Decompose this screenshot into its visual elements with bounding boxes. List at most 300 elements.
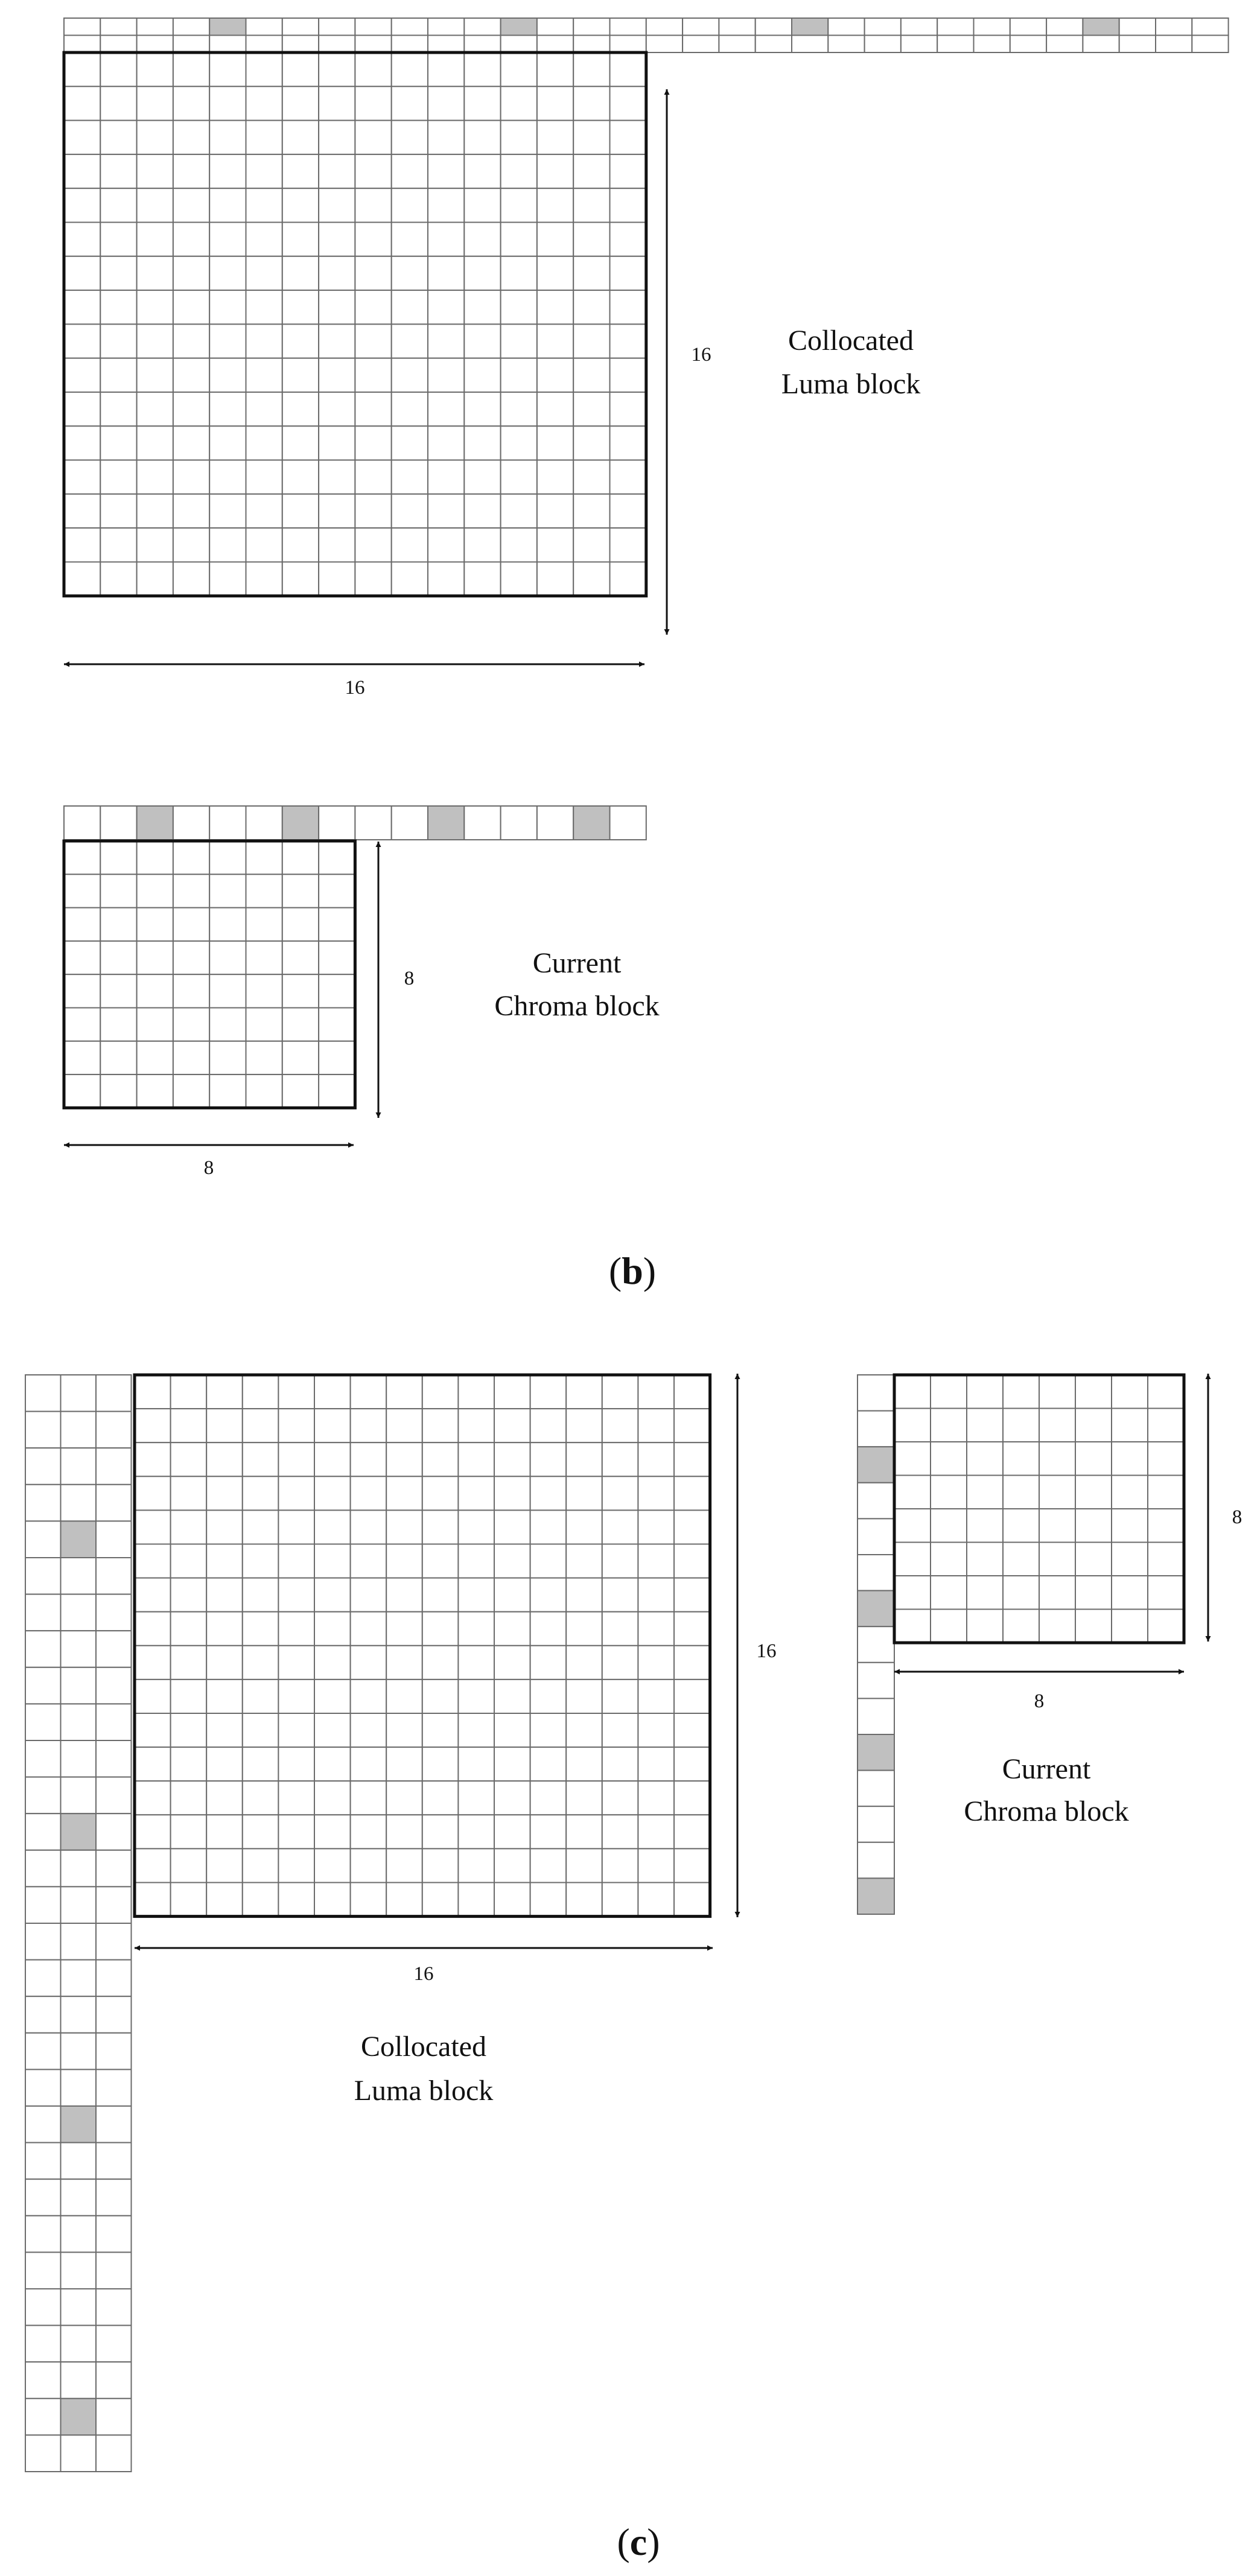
panel-b-chroma-cell — [137, 1041, 173, 1074]
panel-b-luma-cell — [64, 426, 100, 460]
panel-b-luma-cell — [282, 256, 319, 290]
panel-b-luma-cell — [246, 426, 282, 460]
panel-b-luma-cell — [392, 324, 428, 358]
panel-b-luma-cell — [573, 154, 609, 188]
panel-b-chroma-cell — [209, 1074, 246, 1108]
panel-c-luma-left-ref-cell — [96, 1485, 132, 1521]
panel-c-luma-left-ref-cell — [96, 1996, 132, 2033]
panel-b-chroma-top-ref-cell — [246, 806, 282, 840]
panel-b-luma-cell — [100, 562, 136, 596]
panel-b-chroma-cell — [282, 974, 319, 1007]
panel-c-luma-left-ref-cell — [96, 1521, 132, 1558]
panel-b-luma-top-ref-cell — [537, 18, 573, 36]
panel-b-luma-cell — [246, 358, 282, 392]
panel-b-luma-cell — [282, 562, 319, 596]
panel-b-luma-cell — [428, 223, 464, 256]
panel-b-chroma-cell — [209, 841, 246, 874]
panel-c-luma-cell — [351, 1578, 387, 1612]
panel-c-luma-cell — [458, 1612, 494, 1646]
panel-c-luma-cell — [602, 1476, 638, 1510]
panel-c-luma-cell — [386, 1510, 422, 1544]
panel-b-luma-top-ref-cell — [246, 36, 282, 53]
panel-c-left-reference-columns — [25, 1375, 132, 2472]
panel-b-luma-cell — [573, 324, 609, 358]
panel-b-luma-top-ref-cell — [865, 18, 901, 36]
panel-c-luma-cell — [422, 1781, 459, 1815]
panel-b-luma-width-label: 16 — [345, 677, 365, 699]
panel-c-chroma-cell — [1148, 1409, 1184, 1442]
panel-c-luma-cell — [351, 1781, 387, 1815]
panel-c-luma-left-ref-cell — [96, 2289, 132, 2326]
panel-c-chroma-cell — [1112, 1610, 1148, 1643]
panel-b-luma-cell — [537, 324, 573, 358]
panel-b-luma-top-ref-cell — [756, 18, 792, 36]
panel-c-luma-cell — [602, 1612, 638, 1646]
panel-c-luma-left-ref-cell — [61, 1886, 97, 1923]
panel-c-luma-cell — [494, 1544, 530, 1578]
panel-c-luma-cell — [278, 1680, 314, 1713]
panel-c-luma-cell — [422, 1375, 459, 1409]
panel-b-luma-cell — [428, 392, 464, 426]
panel-b-luma-cell — [246, 188, 282, 222]
panel-b-chroma-cell — [100, 841, 136, 874]
panel-b-luma-cell — [501, 52, 537, 86]
panel-b-luma-cell — [392, 392, 428, 426]
panel-b-luma-cell — [246, 256, 282, 290]
panel-c-chroma-block-grid — [894, 1375, 1184, 1643]
panel-b-luma-cell — [392, 290, 428, 324]
panel-c-luma-cell — [494, 1510, 530, 1544]
panel-c-luma-left-ref-cell — [61, 2289, 97, 2326]
panel-b-luma-cell — [100, 52, 136, 86]
panel-b-luma-cell — [100, 121, 136, 154]
panel-c-luma-left-ref-cell — [61, 1996, 97, 2033]
panel-b-luma-cell — [246, 223, 282, 256]
panel-b-luma-cell — [428, 562, 464, 596]
panel-b-luma-cell — [173, 324, 209, 358]
panel-b-luma-cell — [428, 494, 464, 528]
panel-c-luma-cell — [602, 1747, 638, 1781]
panel-c-chroma-left-ref-cell — [858, 1698, 894, 1734]
panel-c-luma-cell — [458, 1747, 494, 1781]
panel-c-luma-cell — [135, 1680, 171, 1713]
panel-b-luma-cell — [100, 460, 136, 494]
panel-c-luma-cell — [494, 1713, 530, 1747]
panel-b-luma-cell — [355, 188, 391, 222]
panel-c-luma-cell — [566, 1781, 602, 1815]
panel-b-luma-top-ref-cell — [1046, 18, 1083, 36]
panel-b-chroma-cell — [64, 874, 100, 907]
panel-b-luma-cell — [501, 528, 537, 562]
panel-b-luma-top-ref-cell — [901, 18, 937, 36]
panel-c-luma-left-ref-cell — [25, 2033, 61, 2070]
panel-c-luma-left-ref-cell — [25, 2362, 61, 2399]
panel-b-luma-top-ref-cell — [137, 36, 173, 53]
panel-c-luma-cell — [243, 1375, 279, 1409]
panel-c-luma-cell — [566, 1848, 602, 1882]
panel-b-luma-cell — [100, 86, 136, 120]
panel-b-luma-cell — [501, 154, 537, 188]
panel-b-luma-cell — [173, 290, 209, 324]
panel-c-luma-left-ref-cell — [25, 2399, 61, 2435]
panel-b-chroma-top-ref-cell — [173, 806, 209, 840]
panel-b-luma-cell — [209, 223, 246, 256]
panel-b-luma-cell — [428, 256, 464, 290]
panel-b-luma-cell — [428, 358, 464, 392]
panel-c-luma-cell — [602, 1883, 638, 1917]
panel-c-luma-height-label: 16 — [756, 1640, 777, 1662]
panel-c-chroma-cell — [1039, 1543, 1075, 1576]
panel-c-luma-left-ref-cell — [96, 1813, 132, 1850]
panel-c-chroma-cell — [1148, 1442, 1184, 1476]
panel-c-chroma-left-ref-cell — [858, 1375, 894, 1411]
panel-b-luma-top-ref-cell — [137, 18, 173, 36]
panel-b-luma-cell — [246, 562, 282, 596]
panel-b-luma-top-ref-cell — [1156, 36, 1192, 53]
panel-b-chroma-cell — [282, 1074, 319, 1108]
panel-c-luma-cell — [674, 1815, 710, 1848]
panel-c-luma-cell — [386, 1409, 422, 1442]
panel-b-luma-cell — [209, 154, 246, 188]
panel-b-luma-cell — [610, 562, 646, 596]
panel-b-chroma-cell — [282, 1041, 319, 1074]
panel-b-luma-top-ref-cell — [573, 36, 609, 53]
panel-c-luma-cell — [243, 1848, 279, 1882]
panel-b-luma-cell — [464, 223, 500, 256]
panel-b-chroma-cell — [100, 974, 136, 1007]
panel-b-chroma-cell — [282, 874, 319, 907]
panel-b-luma-cell — [537, 86, 573, 120]
panel-c-luma-cell — [314, 1713, 351, 1747]
panel-b-luma-top-ref-cell — [392, 18, 428, 36]
panel-c-luma-cell — [638, 1883, 674, 1917]
panel-c-luma-cell — [135, 1476, 171, 1510]
panel-c-chroma-cell — [1148, 1476, 1184, 1509]
panel-c-luma-cell — [638, 1815, 674, 1848]
panel-b-luma-cell — [501, 86, 537, 120]
panel-b-luma-cell — [537, 392, 573, 426]
panel-b-luma-top-ref-cell — [573, 18, 609, 36]
panel-b-top-reference-row — [64, 18, 1229, 52]
panel-b-luma-top-ref-cell — [428, 18, 464, 36]
panel-c-luma-cell — [494, 1646, 530, 1680]
panel-c-chroma-cell — [1039, 1576, 1075, 1610]
panel-c-luma-left-ref-cell — [25, 1740, 61, 1777]
panel-c-luma-cell — [351, 1848, 387, 1882]
panel-b-chroma-cell — [64, 1041, 100, 1074]
panel-c-luma-cell — [243, 1612, 279, 1646]
panel-b-chroma-top-ref-highlighted-sample — [137, 806, 173, 840]
panel-c-luma-cell — [171, 1883, 207, 1917]
panel-b-luma-cell — [428, 290, 464, 324]
panel-c-luma-cell — [674, 1680, 710, 1713]
panel-c-luma-cell — [206, 1781, 243, 1815]
panel-c-chroma-cell — [1148, 1610, 1184, 1643]
panel-c-luma-cell — [243, 1409, 279, 1442]
panel-c-chroma-cell — [967, 1442, 1003, 1476]
panel-c-luma-cell — [135, 1375, 171, 1409]
panel-b-chroma-cell — [319, 941, 355, 974]
panel-b-chroma-cell — [100, 908, 136, 941]
panel-c-luma-cell — [278, 1747, 314, 1781]
panel-b-luma-top-ref-cell — [428, 36, 464, 53]
panel-c-luma-cell — [458, 1442, 494, 1476]
panel-c-luma-cell — [171, 1680, 207, 1713]
panel-b-luma-cell — [64, 494, 100, 528]
panel-b-chroma-cell — [319, 841, 355, 874]
panel-b-luma-cell — [573, 121, 609, 154]
panel-c-luma-cell — [206, 1510, 243, 1544]
panel-c-chroma-cell — [967, 1476, 1003, 1509]
panel-c-luma-left-ref-cell — [96, 1631, 132, 1667]
panel-c-luma-left-ref-cell — [96, 1412, 132, 1448]
panel-b-luma-cell — [137, 86, 173, 120]
panel-c-luma-cell — [566, 1680, 602, 1713]
panel-b-chroma-cell — [209, 874, 246, 907]
panel-c-luma-cell — [494, 1883, 530, 1917]
panel-c-luma-left-ref-cell — [96, 2326, 132, 2362]
panel-c-luma-cell — [314, 1815, 351, 1848]
panel-b-luma-cell — [610, 392, 646, 426]
panel-c-chroma-cell — [1112, 1543, 1148, 1576]
panel-c-luma-cell — [494, 1815, 530, 1848]
panel-c-luma-label-line1: Collocated — [361, 2031, 486, 2063]
panel-c-luma-left-ref-cell — [61, 1777, 97, 1814]
panel-c-luma-cell — [206, 1409, 243, 1442]
panel-b-luma-cell — [209, 52, 246, 86]
panel-c-luma-left-ref-cell — [61, 1412, 97, 1448]
panel-b-luma-cell — [319, 52, 355, 86]
panel-b-luma-cell — [428, 121, 464, 154]
panel-c-luma-left-ref-cell — [61, 1960, 97, 1997]
panel-b-luma-cell — [282, 86, 319, 120]
panel-b-chroma-cell — [246, 974, 282, 1007]
panel-c-luma-cell — [171, 1476, 207, 1510]
panel-c-chroma-cell — [1003, 1543, 1039, 1576]
panel-b-luma-top-ref-cell — [173, 18, 209, 36]
panel-b-luma-top-ref-cell — [173, 36, 209, 53]
panel-c-luma-cell — [278, 1848, 314, 1882]
panel-c-luma-cell — [530, 1646, 567, 1680]
panel-c-luma-cell — [530, 1815, 567, 1848]
panel-c-luma-cell — [206, 1848, 243, 1882]
panel-c-luma-cell — [206, 1747, 243, 1781]
panel-c-luma-cell — [171, 1848, 207, 1882]
panel-b-luma-cell — [282, 324, 319, 358]
panel-b-luma-cell — [428, 188, 464, 222]
panel-b-luma-cell — [137, 256, 173, 290]
panel-b-chroma-cell — [137, 874, 173, 907]
panel-b-luma-cell — [64, 188, 100, 222]
panel-c-luma-cell — [206, 1680, 243, 1713]
panel-b-luma-top-ref-cell — [1083, 36, 1119, 53]
panel-c-chroma-left-ref-cell — [858, 1483, 894, 1519]
panel-c-luma-left-ref-cell — [25, 1960, 61, 1997]
panel-c-chroma-cell — [1075, 1509, 1112, 1543]
panel-b-chroma-cell — [173, 941, 209, 974]
panel-c-luma-left-ref-cell — [96, 2252, 132, 2289]
panel-c-luma-cell — [458, 1815, 494, 1848]
panel-c-luma-cell — [386, 1747, 422, 1781]
panel-c-luma-left-ref-cell — [25, 1485, 61, 1521]
panel-c-luma-cell — [674, 1781, 710, 1815]
panel-c-luma-cell — [638, 1612, 674, 1646]
panel-c-luma-left-ref-cell — [61, 2435, 97, 2472]
panel-b-luma-cell — [501, 460, 537, 494]
panel-c-chroma-left-ref-cell — [858, 1663, 894, 1699]
panel-c-luma-left-ref-cell — [96, 1448, 132, 1485]
panel-b-luma-cell — [392, 358, 428, 392]
panel-c-luma-left-ref-cell — [25, 1923, 61, 1960]
panel-b-luma-top-ref-cell — [464, 18, 500, 36]
panel-b-luma-cell — [319, 528, 355, 562]
panel-c-luma-cell — [530, 1848, 567, 1882]
panel-c-luma-left-ref-cell — [61, 2069, 97, 2106]
panel-b-chroma-cell — [282, 841, 319, 874]
panel-c-luma-cell — [422, 1815, 459, 1848]
panel-b-chroma-cell — [100, 1041, 136, 1074]
panel-b-luma-cell — [282, 52, 319, 86]
panel-c-luma-cell — [314, 1476, 351, 1510]
panel-c-luma-cell — [314, 1781, 351, 1815]
panel-c-chroma-cell — [931, 1509, 967, 1543]
panel-b-luma-cell — [573, 52, 609, 86]
panel-c-luma-cell — [135, 1409, 171, 1442]
panel-b-luma-top-ref-cell — [1192, 36, 1228, 53]
panel-b-luma-top-ref-cell — [64, 18, 100, 36]
panel-c-luma-cell — [171, 1646, 207, 1680]
panel-b-luma-cell — [537, 562, 573, 596]
panel-c-luma-cell — [566, 1646, 602, 1680]
panel-b-luma-top-ref-cell — [610, 36, 646, 53]
panel-c-luma-left-ref-cell — [96, 1375, 132, 1412]
panel-c-chroma-cell — [967, 1409, 1003, 1442]
panel-c-luma-cell — [243, 1747, 279, 1781]
panel-b-luma-cell — [501, 223, 537, 256]
panel-c-luma-cell — [530, 1578, 567, 1612]
panel-b-chroma-cell — [246, 941, 282, 974]
panel-c-chroma-cell — [1112, 1509, 1148, 1543]
panel-b-luma-top-ref-cell — [209, 36, 246, 53]
panel-b-luma-cell — [537, 154, 573, 188]
panel-c-luma-cell — [135, 1848, 171, 1882]
panel-b-luma-cell — [610, 426, 646, 460]
panel-b-luma-top-ref-cell — [355, 36, 391, 53]
panel-c-luma-cell — [351, 1713, 387, 1747]
panel-c-luma-cell — [494, 1680, 530, 1713]
panel-c-luma-cell — [171, 1544, 207, 1578]
panel-c-chroma-left-ref-highlighted-sample — [858, 1447, 894, 1483]
panel-b-luma-cell — [501, 494, 537, 528]
panel-c-luma-cell — [243, 1713, 279, 1747]
panel-b-luma-cell — [209, 358, 246, 392]
panel-c-luma-cell — [386, 1815, 422, 1848]
panel-c — [25, 1374, 1242, 2563]
panel-c-luma-cell — [638, 1476, 674, 1510]
panel-c-luma-cell — [458, 1409, 494, 1442]
panel-b-luma-cell — [319, 154, 355, 188]
panel-c-caption: (c) — [617, 2520, 660, 2563]
panel-b-chroma-cell — [246, 1041, 282, 1074]
panel-b-chroma-label-line2: Chroma block — [494, 990, 660, 1022]
panel-b-luma-cell — [392, 223, 428, 256]
panel-b-luma-cell — [464, 121, 500, 154]
panel-c-luma-left-ref-cell — [96, 2069, 132, 2106]
panel-b-luma-cell — [610, 358, 646, 392]
panel-b-luma-cell — [355, 494, 391, 528]
panel-c-chroma-height-label: 8 — [1232, 1506, 1242, 1528]
panel-b-luma-cell — [100, 528, 136, 562]
panel-b-luma-cell — [464, 562, 500, 596]
panel-b-luma-cell — [610, 223, 646, 256]
panel-c-luma-left-ref-cell — [61, 1850, 97, 1887]
panel-c-luma-cell — [530, 1883, 567, 1917]
panel-c-chroma-cell — [1148, 1509, 1184, 1543]
panel-c-chroma-cell — [894, 1442, 931, 1476]
panel-c-luma-cell — [351, 1680, 387, 1713]
panel-b-luma-cell — [392, 52, 428, 86]
panel-c-luma-cell — [314, 1510, 351, 1544]
panel-b-luma-cell — [464, 256, 500, 290]
panel-b-luma-cell — [282, 460, 319, 494]
panel-c-luma-left-ref-cell — [61, 2033, 97, 2070]
panel-b-luma-top-ref-cell — [1010, 18, 1046, 36]
panel-b-luma-cell — [537, 256, 573, 290]
panel-c-luma-left-ref-cell — [61, 1667, 97, 1704]
panel-b-luma-cell — [282, 358, 319, 392]
panel-b-luma-cell — [319, 121, 355, 154]
panel-b-chroma-cell — [64, 908, 100, 941]
panel-b-luma-cell — [100, 223, 136, 256]
panel-c-luma-cell — [351, 1476, 387, 1510]
panel-c-luma-cell — [243, 1442, 279, 1476]
panel-b-luma-cell — [573, 562, 609, 596]
panel-c-luma-cell — [206, 1476, 243, 1510]
panel-c-luma-cell — [278, 1883, 314, 1917]
panel-b-luma-cell — [355, 562, 391, 596]
panel-c-luma-left-ref-cell — [25, 2435, 61, 2472]
panel-c-chroma-cell — [931, 1442, 967, 1476]
panel-b-luma-cell — [246, 52, 282, 86]
panel-c-chroma-width-label: 8 — [1034, 1690, 1045, 1712]
panel-c-luma-cell — [602, 1848, 638, 1882]
panel-c-chroma-cell — [1148, 1576, 1184, 1610]
panel-b-luma-cell — [610, 460, 646, 494]
panel-c-luma-cell — [351, 1375, 387, 1409]
panel-b-luma-cell — [392, 86, 428, 120]
panel-c-chroma-cell — [1003, 1610, 1039, 1643]
panel-c-luma-left-ref-cell — [96, 1594, 132, 1631]
panel-b-luma-cell — [64, 324, 100, 358]
panel-c-luma-cell — [422, 1409, 459, 1442]
panel-b-luma-cell — [173, 392, 209, 426]
panel-c-luma-cell — [314, 1848, 351, 1882]
panel-c-luma-cell — [135, 1442, 171, 1476]
panel-c-luma-cell — [135, 1815, 171, 1848]
panel-b-chroma-cell — [319, 908, 355, 941]
panel-c-luma-cell — [135, 1883, 171, 1917]
panel-c-luma-cell — [638, 1781, 674, 1815]
panel-c-luma-cell — [566, 1713, 602, 1747]
panel-c-luma-left-ref-cell — [25, 2289, 61, 2326]
panel-b-chroma-cell — [209, 1041, 246, 1074]
panel-b-luma-cell — [501, 392, 537, 426]
panel-c-luma-left-ref-cell — [25, 2326, 61, 2362]
panel-c-luma-left-ref-cell — [61, 1923, 97, 1960]
panel-c-chroma-cell — [967, 1576, 1003, 1610]
panel-c-luma-cell — [386, 1883, 422, 1917]
panel-b-luma-cell — [173, 121, 209, 154]
